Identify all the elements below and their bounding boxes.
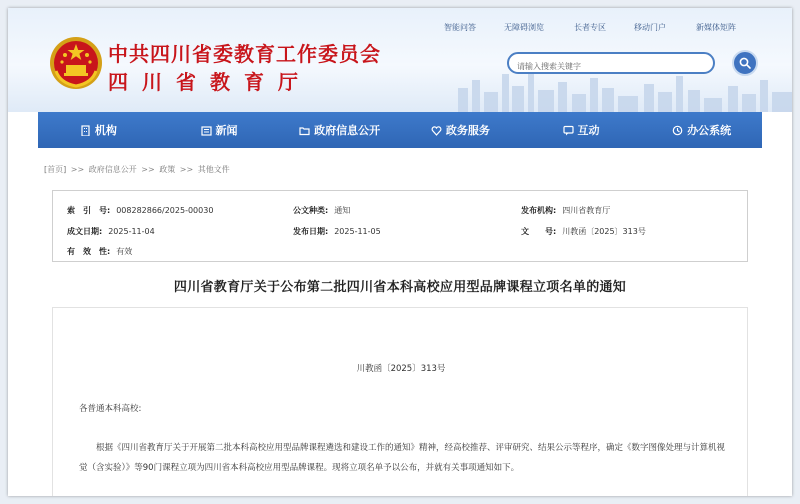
search-button[interactable] <box>732 50 758 76</box>
info-value: 2025-11-04 <box>108 227 155 236</box>
info-label: 发布日期: <box>293 227 329 236</box>
nav-label: 政务服务 <box>445 124 490 137</box>
info-doc-type <box>293 205 350 216</box>
info-value: 四川省教育厅 <box>562 206 611 215</box>
nav-label: 机构 <box>94 124 117 137</box>
org-name-title: 中共四川省委教育工作委员会 <box>108 42 381 66</box>
nav-label: 新闻 <box>215 124 238 137</box>
top-link-smart-qa[interactable]: 智能问答 <box>444 23 476 32</box>
nav-label: 办公系统 <box>687 124 732 137</box>
breadcrumb <box>44 164 232 175</box>
info-doc-number <box>521 226 646 237</box>
info-label: 发布机构: <box>521 206 557 215</box>
info-label: 索 引 号: <box>67 206 111 215</box>
office-icon <box>672 125 683 136</box>
chat-icon <box>563 125 574 136</box>
breadcrumb-separator: >> <box>70 165 85 174</box>
nav-item-office-system[interactable] <box>641 112 762 148</box>
dept-name-title: 四川省教育厅 <box>108 70 312 94</box>
top-link-mobile-portal[interactable]: 移动门户 <box>634 23 666 32</box>
info-index <box>67 205 213 216</box>
info-written-date <box>67 226 155 237</box>
info-value: 川教函〔2025〕313号 <box>562 227 646 236</box>
info-value: 008282866/2025-00030 <box>116 206 214 215</box>
breadcrumb-other-docs[interactable]: 其他文件 <box>197 165 230 174</box>
top-link-elder-zone[interactable]: 长者专区 <box>574 23 606 32</box>
nav-item-institutions[interactable] <box>38 112 159 148</box>
main-nav <box>38 112 762 148</box>
info-label: 公文种类: <box>293 206 329 215</box>
info-publish-date <box>293 226 381 237</box>
search-icon <box>739 57 751 69</box>
breadcrumb-gov-info[interactable]: 政府信息公开 <box>88 165 137 174</box>
breadcrumb-separator: >> <box>141 165 155 174</box>
info-label: 成文日期: <box>67 227 103 236</box>
document-body <box>52 307 748 496</box>
breadcrumb-home[interactable]: [首页] <box>44 165 67 174</box>
document-paragraph: 根据《四川省教育厅关于开展第二批本科高校应用型品牌课程遴选和建设工作的通知》精神，经高校推荐、评审研究、结果公示等程序，确定《数字图像处理与计算机视觉（含实验）》等90门课程立项为四川省本科高校应用型品牌课程。现将立项名单予以公布，并就有关事项通知如下。 <box>79 443 726 473</box>
info-issuer <box>521 205 610 216</box>
top-link-new-media[interactable]: 新媒体矩阵 <box>696 23 736 32</box>
nav-item-gov-services[interactable] <box>400 112 521 148</box>
folder-icon <box>299 125 310 136</box>
info-value: 有效 <box>116 247 133 256</box>
info-value: 2025-11-05 <box>334 227 381 236</box>
document-title: 四川省教育厅关于公布第二批四川省本科高校应用型品牌课程立项名单的通知 <box>173 280 627 295</box>
building-icon <box>80 125 91 136</box>
search-box <box>507 52 715 74</box>
info-validity <box>67 246 132 257</box>
document-number: 川教函〔2025〕313号 <box>356 364 446 374</box>
national-emblem-logo <box>48 35 104 91</box>
breadcrumb-policy[interactable]: 政策 <box>159 165 176 174</box>
nav-item-gov-info[interactable] <box>279 112 400 148</box>
newspaper-icon <box>201 125 212 136</box>
page-frame <box>8 8 792 496</box>
nav-item-news[interactable] <box>159 112 280 148</box>
info-value: 通知 <box>334 206 351 215</box>
nav-item-interaction[interactable] <box>521 112 642 148</box>
service-icon <box>431 125 442 136</box>
nav-label: 互动 <box>577 124 600 137</box>
document-recipient: 各普通本科高校: <box>79 404 142 414</box>
info-label: 有 效 性: <box>67 247 111 256</box>
document-info-table <box>52 190 748 262</box>
search-input[interactable] <box>509 58 705 76</box>
info-label: 文 号: <box>521 227 557 236</box>
nav-label: 政府信息公开 <box>314 124 381 137</box>
site-header <box>8 8 792 112</box>
top-link-accessibility[interactable]: 无障碍浏览 <box>504 23 544 32</box>
breadcrumb-separator: >> <box>179 165 194 174</box>
